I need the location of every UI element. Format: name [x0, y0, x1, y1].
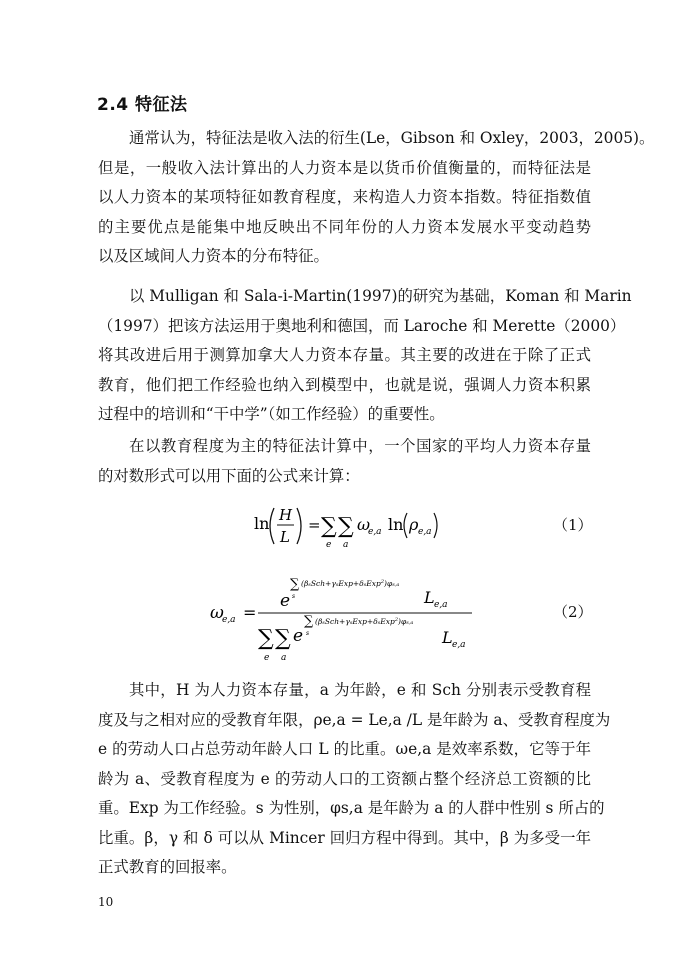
- eq2-den-sum-e: ∑: [258, 626, 274, 651]
- eq2-num-L: L: [424, 588, 435, 607]
- eq2-den-sum-a: ∑: [275, 626, 291, 651]
- paragraph-line: 重。Exp 为工作经验。s 为性别，φs,a 是年龄为 a 的人群中性别 s 所占的: [98, 799, 605, 817]
- paragraph-line: 以 Mulligan 和 Sala-i-Martin(1997)的研究为基础，Koman 和 Marin: [129, 287, 632, 305]
- paragraph-line: 龄为 a、受教育程度为 e 的劳动人口的工资额占整个经济总工资额的比: [98, 769, 591, 788]
- paragraph-line: 以人力资本的某项特征如教育程度，来构造人力资本指数。特征指数值: [98, 188, 591, 206]
- eq2-den-sum-a-sub: a: [281, 653, 287, 663]
- eq1-sum-e-sub: e: [326, 540, 332, 550]
- eq2-den-L: L: [442, 628, 453, 647]
- paragraph-line: 通常认为，特征法是收入法的衍生(Le，Gibson 和 Oxley，2003，2005)。: [129, 129, 655, 147]
- eq1-sum-a-sub: a: [343, 540, 349, 550]
- eq2-den-e: e: [293, 626, 304, 646]
- eq1-sum-e: ∑: [321, 514, 337, 539]
- paragraph-line: 但是，一般收入法计算出的人力资本是以货币价值衡量的，而特征法是: [98, 158, 591, 177]
- eq2-den-sum-e-sub: e: [264, 653, 270, 663]
- paragraph-line: 度及与之相对应的受教育年限，ρe,a = Le,a /L 是年龄为 a、受教育程度为: [98, 710, 611, 729]
- eq2-num-sum: ∑: [290, 577, 300, 592]
- paragraph-line: （1997）把该方法运用于奥地利和德国，而 Laroche 和 Merette（2000）: [98, 316, 626, 335]
- paragraph-mulligan: [98, 282, 632, 430]
- eq2-den-exponent: (βsSch+γsExp+δsExp$^2$)φs,a: [315, 617, 414, 626]
- paragraph-line: 正式教育的回报率。: [98, 858, 237, 876]
- eq1-sum-a: ∑: [338, 514, 354, 539]
- paragraph-line: 比重。β，γ 和 δ 可以从 Mincer 回归方程中得到。其中，β 为多受一年: [98, 828, 591, 847]
- paragraph-line: 的主要优点是能集中地反映出不同年份的人力资本发展水平变动趋势: [98, 217, 591, 236]
- eq1-rho-right-paren: [434, 513, 437, 538]
- equation-1: [250, 500, 450, 552]
- eq1-equals: =: [308, 516, 321, 534]
- paragraph-line: 在以教育程度为主的特征法计算中，一个国家的平均人力资本存量: [129, 437, 591, 455]
- eq2-num-sum-sub: s: [292, 593, 296, 600]
- eq1-L: L: [280, 528, 290, 546]
- eq1-H: H: [279, 506, 293, 524]
- eq1-rho-left-paren: [404, 513, 407, 538]
- eq2-equals: =: [243, 603, 257, 622]
- paragraph-line: 教育，他们把工作经验也纳入到模型中，也就是说，强调人力资本积累: [98, 375, 591, 394]
- eq1-rho-sub: e,a: [418, 527, 432, 537]
- eq1-omega-sub: e,a: [368, 527, 382, 537]
- eq2-num-e: e: [280, 591, 291, 611]
- paragraph-definitions: [98, 676, 611, 883]
- eq2-den-inner-sum-sub: s: [306, 630, 310, 637]
- paragraph-line: 其中，H 为人力资本存量，a 为年龄，e 和 Sch 分别表示受教育程: [129, 681, 591, 699]
- paragraph-line: 以及区域间人力资本的分布特征。: [98, 247, 329, 265]
- eq1-ln: ln: [254, 514, 270, 533]
- eq2-omega-sub: e,a: [222, 615, 236, 625]
- eq2-num-exponent: (βsSch+γsExp+δsExp$^2$)φs,a: [301, 579, 400, 588]
- eq2-omega: ω: [210, 603, 224, 623]
- eq1-ln2: ln: [388, 515, 404, 534]
- equation-1-number: （1）: [553, 516, 593, 534]
- eq2-den-L-sub: e,a: [452, 640, 466, 650]
- eq2-num-L-sub: e,a: [434, 600, 448, 610]
- paragraph-formula-intro: [98, 432, 591, 491]
- equation-2: [210, 565, 480, 670]
- paragraph-line: 的对数形式可以用下面的公式来计算：: [98, 466, 360, 485]
- paragraph-line: 将其改进后用于测算加拿大人力资本存量。其主要的改进在于除了正式: [98, 346, 591, 364]
- paragraph-line: e 的劳动人口占总劳动年龄人口 L 的比重。ωe,a 是效率系数，它等于年: [98, 740, 591, 758]
- paragraph-line: 过程中的培训和“干中学”（如工作经验）的重要性。: [98, 405, 445, 423]
- page-number: 10: [98, 895, 114, 909]
- section-heading: 2.4 特征法: [97, 95, 188, 115]
- paragraph-intro: [98, 124, 655, 272]
- eq1-left-paren: [270, 508, 274, 544]
- eq1-right-paren: [297, 508, 301, 544]
- eq1-rho: ρ: [409, 515, 419, 534]
- eq2-den-inner-sum: ∑: [304, 614, 314, 629]
- equation-2-number: （2）: [553, 603, 593, 621]
- eq1-omega: ω: [357, 515, 371, 534]
